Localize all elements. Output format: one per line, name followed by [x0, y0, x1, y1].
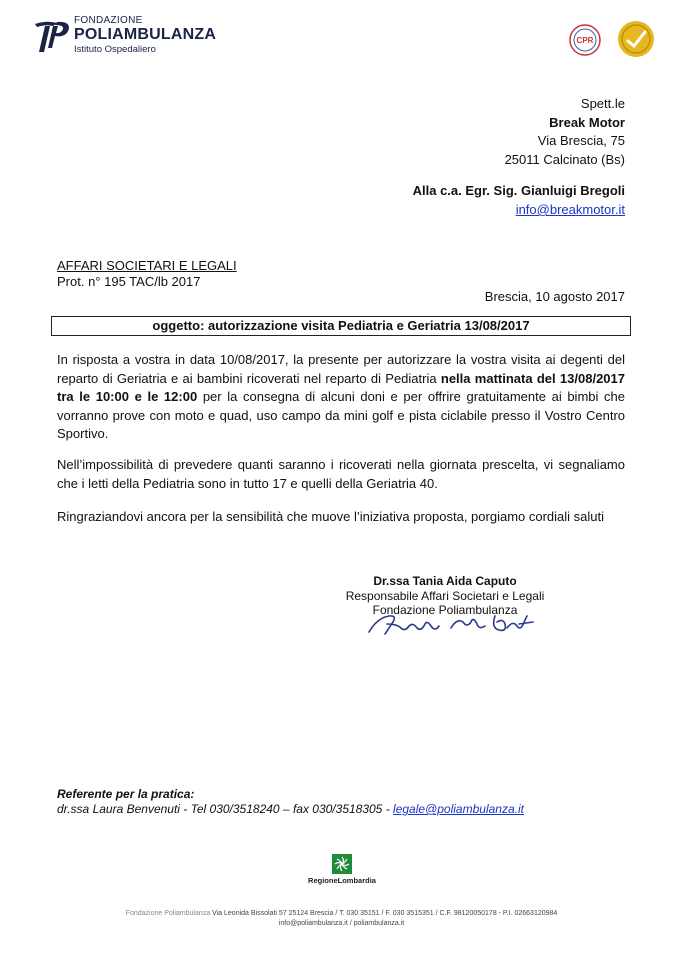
- reference-label: Referente per la pratica:: [57, 787, 195, 801]
- recipient-company: Break Motor: [549, 114, 625, 130]
- salutation: Spett.le: [580, 96, 625, 111]
- body-paragraph-2: Nell’impossibilità di prevedere quanti saranno i ricoverati nella giornata prescelta, vi segnaliamo che i letti della Pediatria sono in tutto 17 e quelli della Geriatria 40.: [57, 457, 625, 491]
- logo-main-text: POLIAMBULANZA: [74, 26, 217, 43]
- logo-subtitle: Istituto Ospedaliero: [74, 44, 156, 55]
- organization-logo-text: [74, 16, 216, 55]
- footer: [0, 909, 683, 929]
- reference-email-link[interactable]: legale@poliambulanza.it: [393, 802, 524, 816]
- footer-address: Via Leonida Bissolati 57 25124 Brescia / T. 030 35151 / F. 030 3515351 / C.F. 98120050178 - P.I. 02663120984: [210, 910, 558, 917]
- attention-line: Alla c.a. Egr. Sig. Gianluigi Bregoli: [412, 183, 625, 198]
- body-paragraph-3: Ringraziandovi ancora per la sensibilità che muove l’iniziativa proposta, porgiamo cordiali saluti: [57, 509, 605, 524]
- attention-block: [413, 181, 625, 219]
- logo-small-text: FONDAZIONE: [74, 15, 143, 26]
- recipient-email-link[interactable]: info@breakmotor.it: [515, 202, 625, 217]
- reference-block: [57, 787, 524, 817]
- reference-contact: dr.ssa Laura Benvenuti - Tel 030/3518240 – fax 030/3518305 -: [57, 802, 394, 816]
- footer-web: info@poliambulanza.it / poliambulanza.it: [278, 920, 405, 927]
- handwritten-signature: [367, 610, 537, 638]
- recipient-address: [505, 95, 625, 169]
- cpr-certification-icon: [567, 22, 603, 58]
- body-p1-bold-time: nella mattinata del 13/08/2017 tra le 10:00 e le 12:00: [57, 370, 625, 404]
- regione-lombardia-logo-icon: [332, 854, 352, 874]
- signatory-role: Responsabile Affari Societari e Legali: [345, 588, 545, 603]
- regione-lombardia-label: RegioneLombardia: [308, 876, 376, 885]
- letter-date: Brescia, 10 agosto 2017: [484, 289, 625, 304]
- subject-line: oggetto: autorizzazione visita Pediatria e Geriatria 13/08/2017: [51, 316, 631, 336]
- accreditation-seal-icon: [616, 19, 656, 59]
- department-block: [57, 258, 237, 290]
- body-p1-text-a: In risposta a vostra in data 10/08/2017, la presente per autorizzare la vostra visita ai degenti del reparto di Geriatria e ai bambini ricoverati nel reparto di Pediatria: [57, 352, 625, 386]
- body-paragraph-1: [57, 351, 625, 444]
- department-name: AFFARI SOCIETARI E LEGALI: [57, 258, 237, 273]
- body-p1-text-b: per la consegna di alcuni doni e per offrire gratuitamente ai bimbi che vorranno prove con moto e quad, uso campo da mini golf e pista ciclabile presso il Vostro Centro Sportivo.: [57, 389, 625, 441]
- footer-org: Fondazione Poliambulanza: [125, 910, 211, 917]
- poliambulanza-logo-icon: [33, 18, 73, 54]
- recipient-street: Via Brescia, 75: [537, 133, 625, 148]
- signatory-name: Dr.ssa Tania Aida Caputo: [373, 574, 517, 588]
- recipient-city: 25011 Calcinato (Bs): [504, 151, 625, 167]
- protocol-number: Prot. n° 195 TAC/lb 2017: [57, 274, 201, 289]
- svg-text:CPR: CPR: [576, 36, 594, 45]
- signatory-org: Fondazione Poliambulanza: [372, 603, 518, 617]
